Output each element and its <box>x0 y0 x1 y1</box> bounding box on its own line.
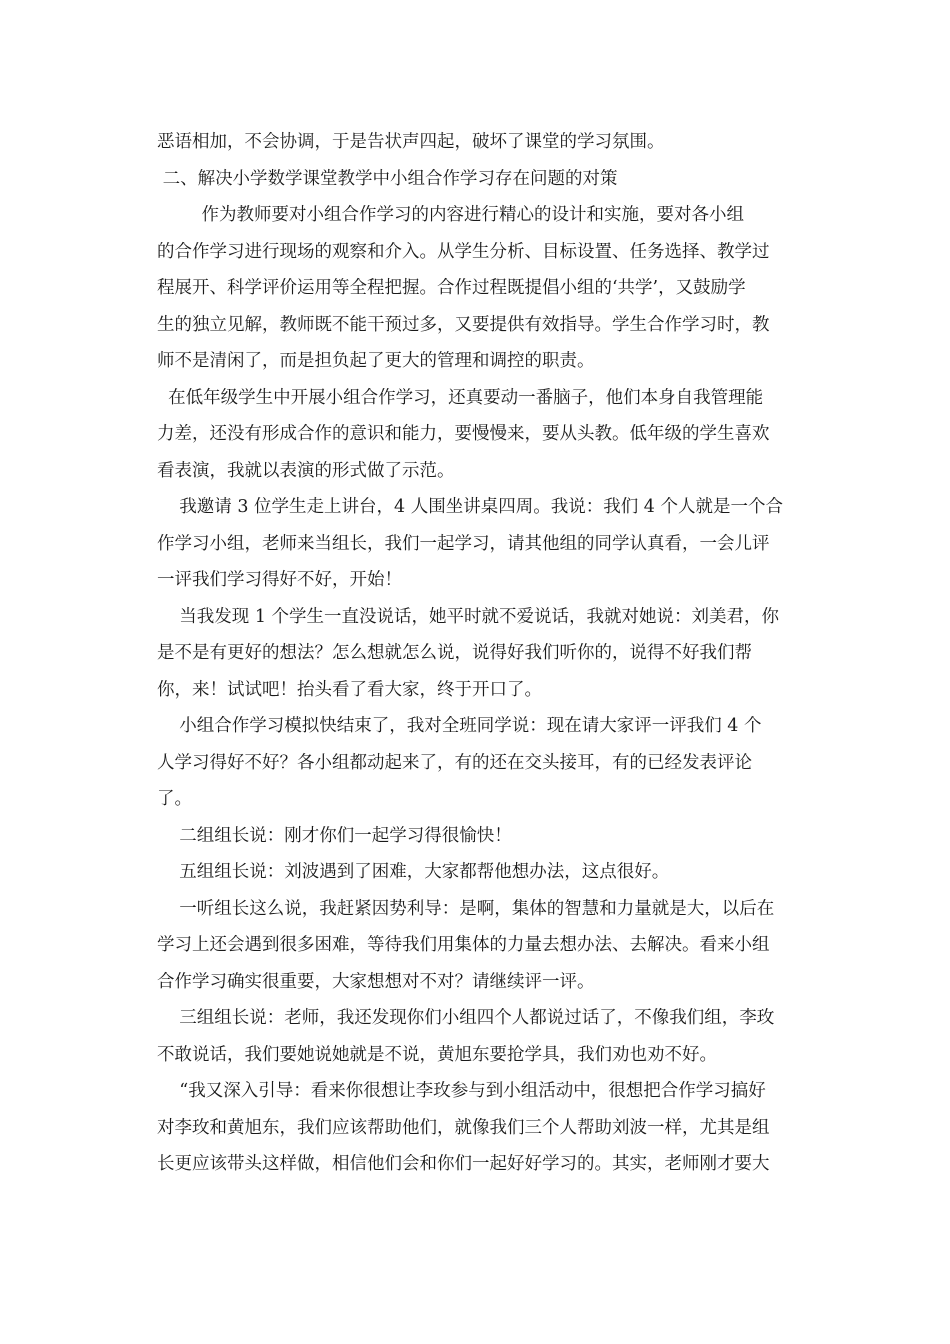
text-line: 作为教师要对小组合作学习的内容进行精心的设计和实施，要对各小组 <box>157 205 744 225</box>
text-line: 学习上还会遇到很多困难，等待我们用集体的力量去想办法、去解决。看来小组 <box>157 935 770 955</box>
text-line: 对李玫和黄旭东，我们应该帮助他们，就像我们三个人帮助刘波一样，尤其是组 <box>157 1117 770 1138</box>
text-line: 在低年级学生中开展小组合作学习，还真要动一番脑子，他们本身自我管理能 <box>157 387 764 408</box>
text-line: 三组组长说：老师，我还发现你们小组四个人都说过话了，不像我们组，李玫 <box>157 1008 775 1028</box>
text-line: 不敢说话，我们要她说她就是不说，黄旭东要抢学具，我们劝也劝不好。 <box>157 1044 717 1065</box>
text-line: 长更应该带头这样做，相信他们会和你们一起好好学习的。其实，老师刚才要大 <box>157 1154 770 1174</box>
text-line: 程展开、科学评价运用等全程把握。合作过程既提倡小组的‘共学’，又鼓励学 <box>157 278 746 298</box>
text-line: 我邀请 3 位学生走上讲台，4 人围坐讲桌四周。我说：我们 4 个人就是一个合 <box>157 497 783 517</box>
text-line: 恶语相加，不会协调，于是告状声四起，破坏了课堂的学习氛围。 <box>157 132 665 152</box>
text-line: 一评我们学习得好不好，开始！ <box>157 570 402 590</box>
text-line: 五组组长说：刘波遇到了困难，大家都帮他想办法，这点很好。 <box>157 862 670 882</box>
text-line: 师不是清闲了，而是担负起了更大的管理和调控的职责。 <box>157 351 595 371</box>
text-line: “我又深入引导：看来你很想让李玫参与到小组活动中，很想把合作学习搞好 <box>157 1081 766 1101</box>
text-line: 当我发现 1 个学生一直没说话，她平时就不爱说话，我就对她说：刘美君，你 <box>157 606 780 627</box>
text-line: 作学习小组，老师来当组长，我们一起学习，请其他组的同学认真看，一会儿评 <box>157 533 770 554</box>
text-line: 的合作学习进行现场的观察和介入。从学生分析、目标设置、任务选择、教学过 <box>157 241 770 262</box>
text-line: 人学习得好不好？各小组都动起来了，有的还在交头接耳，有的已经发表评论 <box>157 752 752 773</box>
text-line: 你，来！试试吧！抬头看了看大家，终于开口了。 <box>157 679 542 700</box>
text-line: 二组组长说：刚才你们一起学习得很愉快！ <box>157 825 512 846</box>
text-line: 小组合作学习模拟快结束了，我对全班同学说：现在请大家评一评我们 4 个 <box>157 716 762 736</box>
text-line: 是不是有更好的想法？怎么想就怎么说，说得好我们听你的，说得不好我们帮 <box>157 643 752 663</box>
text-line: 一听组长这么说，我赶紧因势利导：是啊，集体的智慧和力量就是大，以后在 <box>157 898 775 919</box>
text-line: 合作学习确实很重要，大家想想对不对？请继续评一评。 <box>157 971 595 992</box>
text-line: 看表演，我就以表演的形式做了示范。 <box>157 460 455 481</box>
document-body <box>157 124 807 1183</box>
section-heading: 二、解决小学数学课堂教学中小组合作学习存在问题的对策 <box>157 168 618 189</box>
text-line: 生的独立见解，教师既不能干预过多，又要提供有效指导。学生合作学习时，教 <box>157 314 770 335</box>
text-line: 力差，还没有形成合作的意识和能力，要慢慢来，要从头教。低年级的学生喜欢 <box>157 424 770 444</box>
text-line: 了。 <box>157 789 192 809</box>
